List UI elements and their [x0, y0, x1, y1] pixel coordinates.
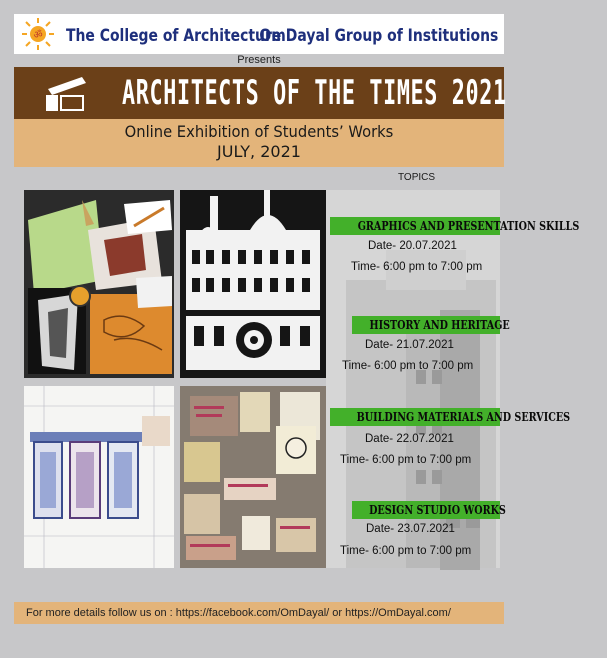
topic-title-graphics: GRAPHICS AND PRESENTATION SKILLS [330, 217, 500, 235]
graphics-artwork-image [24, 190, 174, 378]
topic-date-heritage: Date- 21.07.2021 [365, 339, 454, 351]
event-subtitle: Online Exhibition of Students’ Works [124, 122, 394, 141]
heritage-artwork-image [180, 190, 326, 378]
topic-title-building-materials: BUILDING MATERIALS AND SERVICES [330, 408, 500, 426]
svg-text:ॐ: ॐ [33, 30, 43, 41]
topic-time-design-studio: Time- 6:00 pm to 7:00 pm [340, 545, 472, 557]
event-title: ARCHITECTS OF THE TIMES 2021 [122, 73, 507, 113]
topic-date-building-materials: Date- 22.07.2021 [365, 433, 454, 445]
header [14, 14, 504, 54]
topic-date-graphics: Date- 20.07.2021 [368, 240, 457, 252]
topic-time-heritage: Time- 6:00 pm to 7:00 pm [342, 360, 474, 372]
topic-date-design-studio: Date- 23.07.2021 [366, 523, 455, 535]
design-studio-artwork-image [180, 386, 326, 568]
event-month: JULY, 2021 [217, 142, 301, 161]
footer-links: For more details follow us on : https://facebook.com/OmDayal/ or https://OmDayal.com/ [14, 602, 504, 624]
subtitle-band [14, 119, 504, 167]
presents-text: Presents [14, 54, 504, 68]
group-name: OmDayal Group of Institutions [259, 26, 498, 46]
college-name: The College of Architecture [66, 26, 282, 46]
topic-title-design-studio: DESIGN STUDIO WORKS [352, 501, 500, 519]
topic-title-heritage: HISTORY AND HERITAGE [352, 316, 500, 334]
topic-time-graphics: Time- 6:00 pm to 7:00 pm [351, 261, 483, 273]
building-materials-artwork-image [24, 386, 174, 568]
topic-time-building-materials: Time- 6:00 pm to 7:00 pm [340, 454, 472, 466]
om-logo-icon [20, 16, 56, 52]
topics-label: TOPICS [398, 172, 436, 183]
title-band [14, 67, 507, 119]
building-block-icon [42, 75, 92, 113]
